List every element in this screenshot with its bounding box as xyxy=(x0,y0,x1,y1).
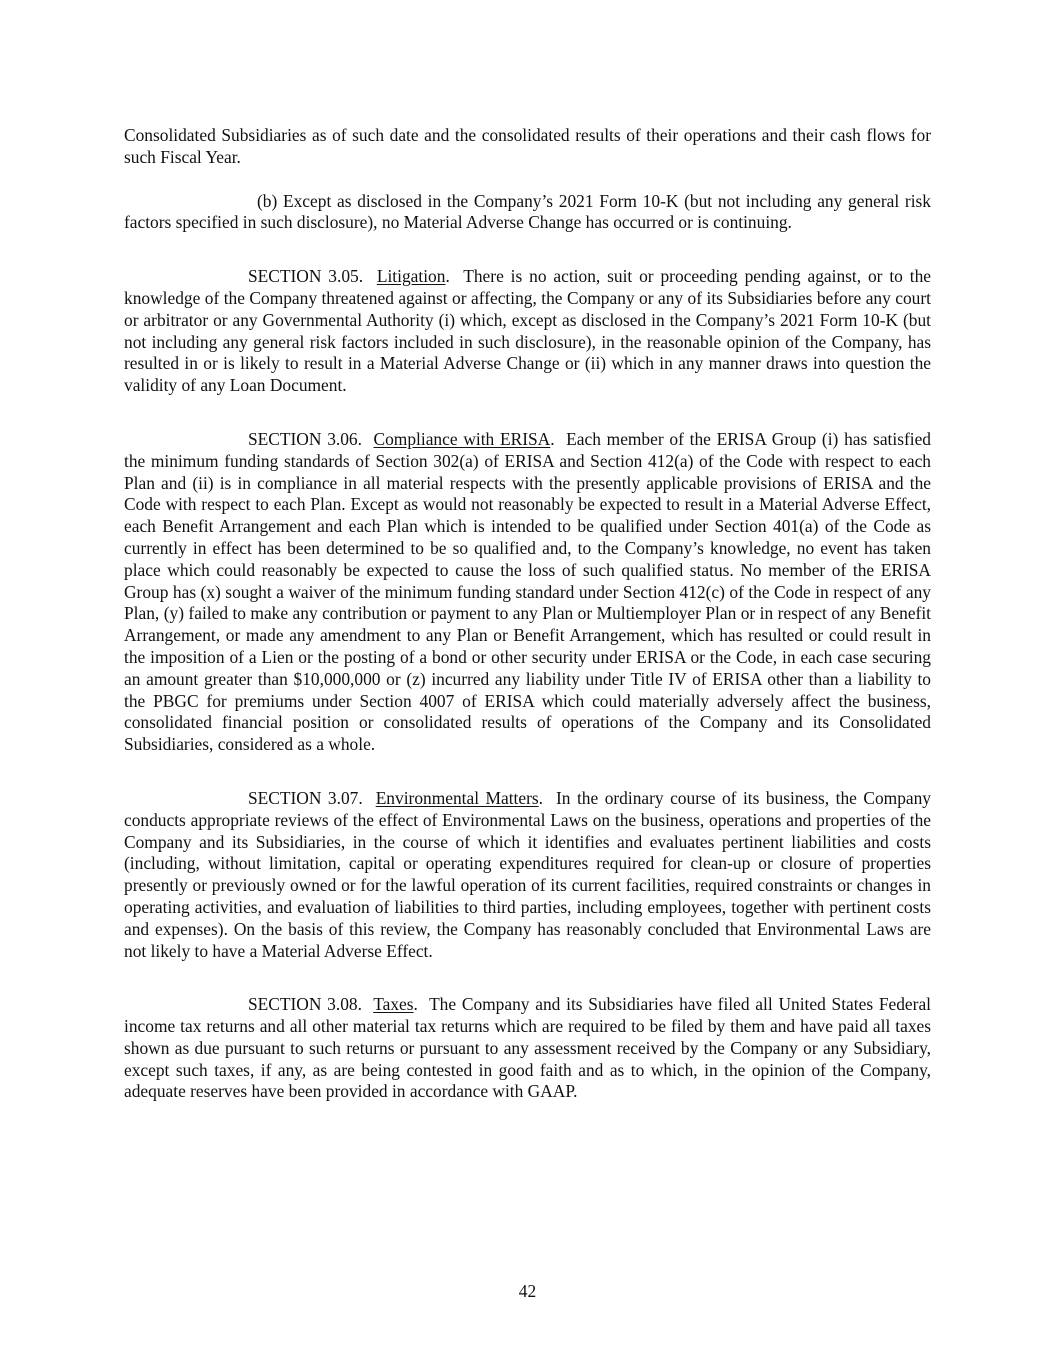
section-body: In the ordinary course of its business, the Company conducts appropriate reviews of the effect of Environmental Laws on the business, operations and properties of the Company and its Subsidiaries, in the course of which it identifies and evaluates pertinent liabilities and costs (including, without limitation, capital or operating expenditures required for clean-up or closure of properties presently or previously owned or for the lawful operation of its current facilities, required constraints or changes in operating activities, and evaluation of liabilities to third parties, including employees, together with pertinent costs and expenses). On the basis of this review, the Company has reasonably concluded that Environmental Laws are not likely to have a Material Adverse Effect. xyxy=(124,787,931,961)
document-page xyxy=(124,125,931,1103)
section-3-08: SECTION 3.08. Taxes. The Company and its Subsidiaries have filed all United States Federal income tax returns and all other material tax returns which are required to be filed by them and have paid all taxes shown as due pursuant to such returns or pursuant to any assessment received by the Company or any Subsidiary, except such taxes, if any, as are being contested in good faith and as to which, in the opinion of the Company, adequate reserves have been provided in accordance with GAAP. xyxy=(124,994,931,1102)
paragraph-b: (b) Except as disclosed in the Company’s 2021 Form 10-K (but not including any general risk factors specified in such disclosure), no Material Adverse Change has occurred or is continuing. xyxy=(124,190,931,233)
section-number: SECTION 3.08. xyxy=(248,994,362,1015)
page-number: 42 xyxy=(518,1281,537,1301)
section-heading: Litigation xyxy=(376,266,446,287)
section-3-05: SECTION 3.05. Litigation. There is no action, suit or proceeding pending against, or to the knowledge of the Company threatened against or affecting, the Company or any of its Subsidiaries before any court or arbitrator or any Governmental Authority (i) which, except as disclosed in the Company’s 2021 Form 10-K (but not including any general risk factors included in such disclosure), in the reasonable opinion of the Company, has resulted in or is likely to result in a Material Adverse Change or (ii) which in any manner draws into question the validity of any Loan Document. xyxy=(124,266,931,396)
section-3-06: SECTION 3.06. Compliance with ERISA. Each member of the ERISA Group (i) has satisfied the minimum funding standards of Section 302(a) of ERISA and Section 412(a) of the Code with respect to each Plan and (ii) is in compliance in all material respects with the presently applicable provisions of ERISA and the Code with respect to each Plan. Except as would not reasonably be expected to result in a Material Adverse Effect, each Benefit Arrangement and each Plan which is intended to be qualified under Section 401(a) of the Code as currently in effect has been determined to be so qualified and, to the Company’s knowledge, no event has taken place which could reasonably be expected to cause the loss of such qualified status. No member of the ERISA Group has (x) sought a waiver of the minimum funding standard under Section 412(c) of the Code in respect of any Plan, (y) failed to make any contribution or payment to any Plan or Multiemployer Plan or in respect of any Benefit Arrangement, or made any amendment to any Plan or Benefit Arrangement, which has resulted or could result in the imposition of a Lien or the posting of a bond or other security under ERISA or the Code, in each case securing an amount greater than $10,000,000 or (z) incurred any liability under Title IV of ERISA other than a liability to the PBGC for premiums under Section 4007 of ERISA which could materially adversely affect the business, consolidated financial position or consolidated results of operations of the Company and its Consolidated Subsidiaries, considered as a whole. xyxy=(124,428,932,755)
section-3-07: SECTION 3.07. Environmental Matters. In the ordinary course of its business, the Company conducts appropriate reviews of the effect of Environmental Laws on the business, operations and properties of the Company and its Subsidiaries, in the course of which it identifies and evaluates pertinent liabilities and costs (including, without limitation, capital or operating expenditures required for clean-up or closure of properties presently or previously owned or for the lawful operation of its current facilities, required constraints or changes in operating activities, and evaluation of liabilities to third parties, including employees, together with pertinent costs and expenses). On the basis of this review, the Company has reasonably concluded that Environmental Laws are not likely to have a Material Adverse Effect. xyxy=(124,787,931,961)
section-body: There is no action, suit or proceeding pending against, or to the knowledge of the Company threatened against or affecting, the Company or any of its Subsidiaries before any court or arbitrator or any Governmental Authority (i) which, except as disclosed in the Company’s 2021 Form 10-K (but not including any general risk factors included in such disclosure), in the reasonable opinion of the Company, has resulted in or is likely to result in a Material Adverse Change or (ii) which in any manner draws into question the validity of any Loan Document. xyxy=(124,266,931,396)
section-number: SECTION 3.06. xyxy=(248,428,362,449)
section-heading: Environmental Matters xyxy=(375,787,539,808)
section-heading: Taxes xyxy=(373,994,414,1015)
section-number: SECTION 3.07. xyxy=(248,787,363,808)
section-heading: Compliance with ERISA xyxy=(373,428,551,449)
carryover-paragraph: Consolidated Subsidiaries as of such date and the consolidated results of their operations and their cash flows for such Fiscal Year. xyxy=(124,125,931,167)
section-body: Each member of the ERISA Group (i) has satisfied the minimum funding standards of Section 302(a) of ERISA and Section 412(a) of the Code with respect to each Plan and (ii) is in compliance in all material respects with the presently applicable provisions of ERISA and the Code with respect to each Plan. Except as would not reasonably be expected to result in a Material Adverse Effect, each Benefit Arrangement and each Plan which is intended to be qualified under Section 401(a) of the Code as currently in effect has been determined to be so qualified and, to the Company’s knowledge, no event has taken place which could reasonably be expected to cause the loss of such qualified status. No member of the ERISA Group has (x) sought a waiver of the minimum funding standard under Section 412(c) of the Code in respect of any Plan, (y) failed to make any contribution or payment to any Plan or Multiemployer Plan or in respect of any Benefit Arrangement, or made any amendment to any Plan or Benefit Arrangement, which has resulted or could result in the imposition of a Lien or the posting of a bond or other security under ERISA or the Code, in each case securing an amount greater than $10,000,000 or (z) incurred any liability under Title IV of ERISA other than a liability to the PBGC for premiums under Section 4007 of ERISA which could materially adversely affect the business, consolidated financial position or consolidated results of operations of the Company and its Consolidated Subsidiaries, considered as a whole. xyxy=(124,428,932,755)
section-number: SECTION 3.05. xyxy=(248,266,364,287)
section-body: The Company and its Subsidiaries have filed all United States Federal income tax returns and all other material tax returns which are required to be filed by them and have paid all taxes shown as due pursuant to such returns or pursuant to any assessment received by the Company or any Subsidiary, except such taxes, if any, as are being contested in good faith and as to which, in the opinion of the Company, adequate reserves have been provided in accordance with GAAP. xyxy=(124,994,931,1102)
